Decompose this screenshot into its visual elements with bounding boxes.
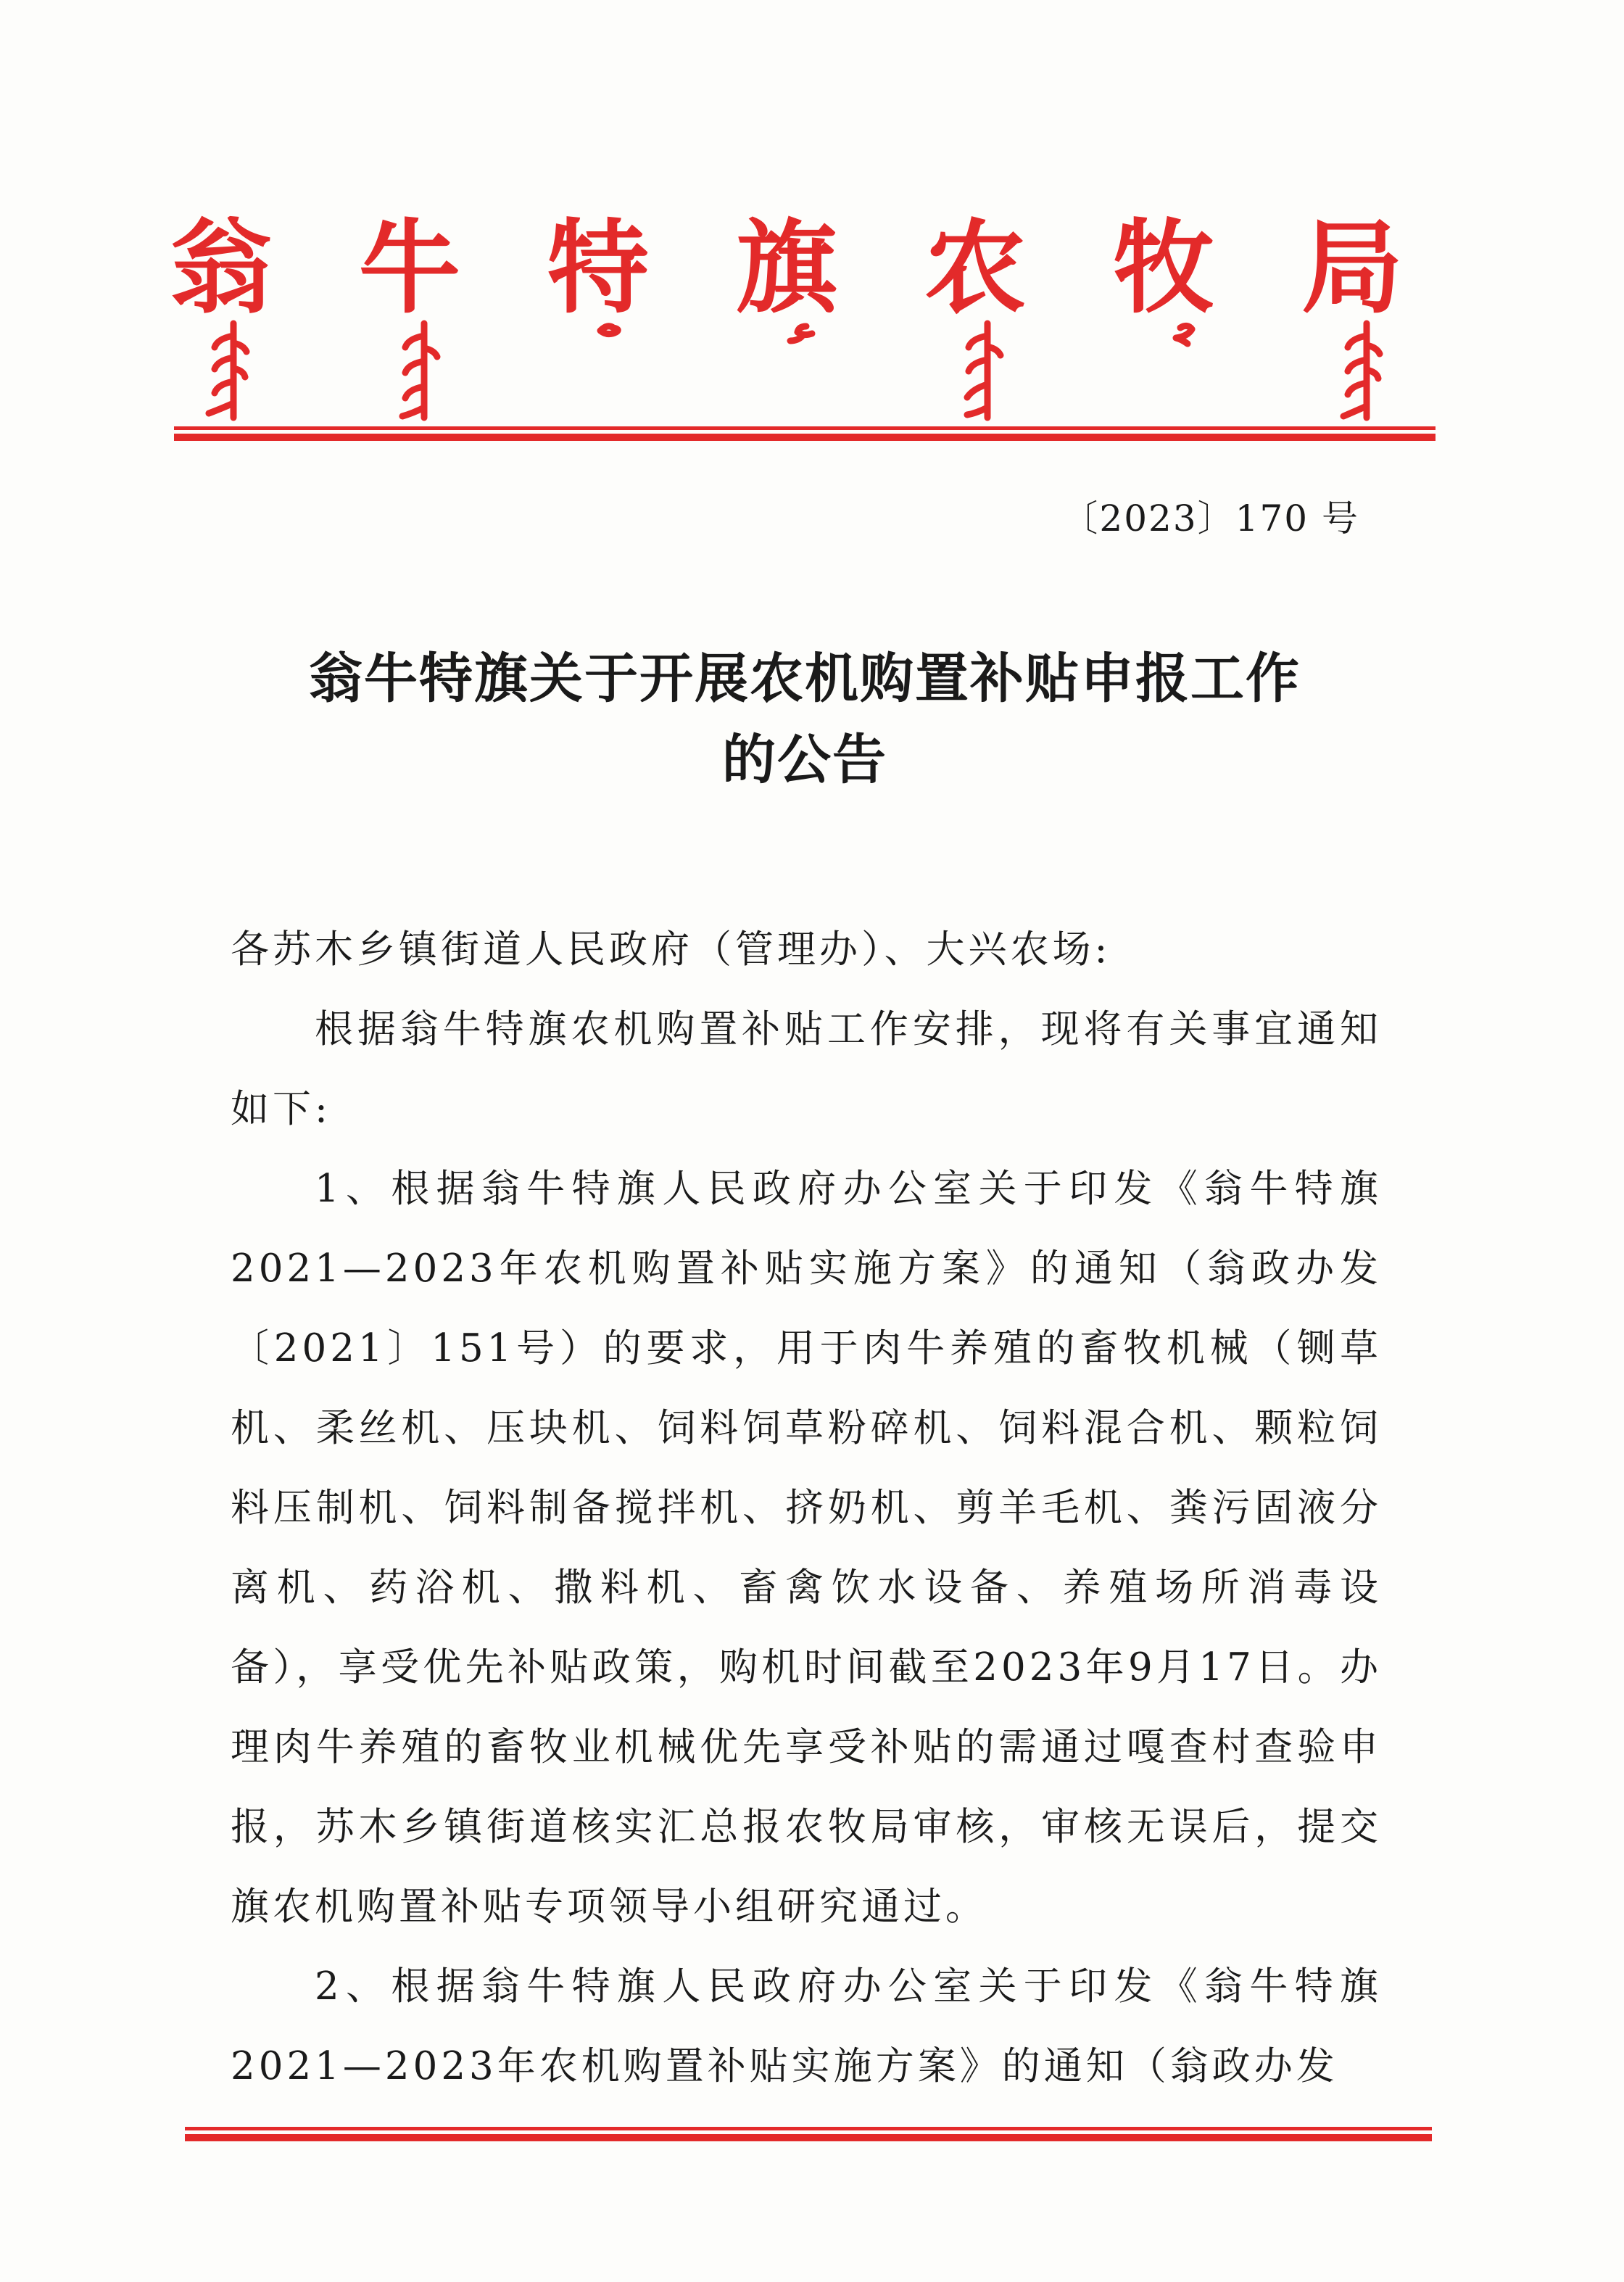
document-title bbox=[174, 638, 1436, 801]
header-divider bbox=[174, 426, 1436, 430]
letterhead-char: 局 bbox=[1301, 209, 1403, 328]
document-number: 〔2023〕170 号 bbox=[1061, 497, 1359, 540]
addressee: 各苏木乡镇街道人民政府（管理办）、大兴农场: bbox=[231, 927, 1111, 972]
letterhead-char: 翁 bbox=[170, 209, 272, 328]
footer-divider bbox=[185, 2127, 1432, 2130]
title-line-1: 翁牛特旗关于开展农机购置补贴申报工作 bbox=[309, 648, 1301, 710]
intro-paragraph: 根据翁牛特旗农机购置补贴工作安排，现将有关事宜通知如下: bbox=[231, 1007, 1382, 1131]
header-divider bbox=[174, 434, 1436, 441]
letterhead-char: 牛 bbox=[358, 209, 460, 328]
document-body bbox=[231, 910, 1382, 2107]
footer-divider bbox=[185, 2134, 1432, 2141]
letterhead-char: 旗 bbox=[735, 209, 837, 328]
title-line-2: 的公告 bbox=[722, 729, 887, 791]
paragraph-item-2: 2、根据翁牛特旗人民政府办公室关于印发《翁牛特旗2021—2023年农机购置补贴实施方案》的通知（翁政办发 bbox=[231, 1964, 1382, 2088]
letterhead-char: 牧 bbox=[1112, 209, 1214, 328]
letterhead-char: 特 bbox=[547, 209, 649, 328]
letterhead-char: 农 bbox=[924, 209, 1026, 328]
paragraph-item-1: 1、根据翁牛特旗人民政府办公室关于印发《翁牛特旗2021—2023年农机购置补贴实施方案》的通知（翁政办发〔2021〕151号）的要求，用于肉牛养殖的畜牧机械（铡草机、柔丝机、压块机、饲料饲草粉碎机、饲料混合机、颗粒饲料压制机、饲料制备搅拌机、挤奶机、剪羊毛机、粪污固液分离机、药浴机、撒料机、畜禽饮水设备、养殖场所消毒设备），享受优先补贴政策，购机时间截至2023年9月17日。办理肉牛养殖的畜牧业机械优先享受补贴的需通过嘎查村查验申报，苏木乡镇街道核实汇总报农牧局审核，审核无误后，提交旗农机购置补贴专项领导小组研究通过。 bbox=[231, 1167, 1382, 1929]
mongolian-script-logo bbox=[0, 318, 1624, 426]
